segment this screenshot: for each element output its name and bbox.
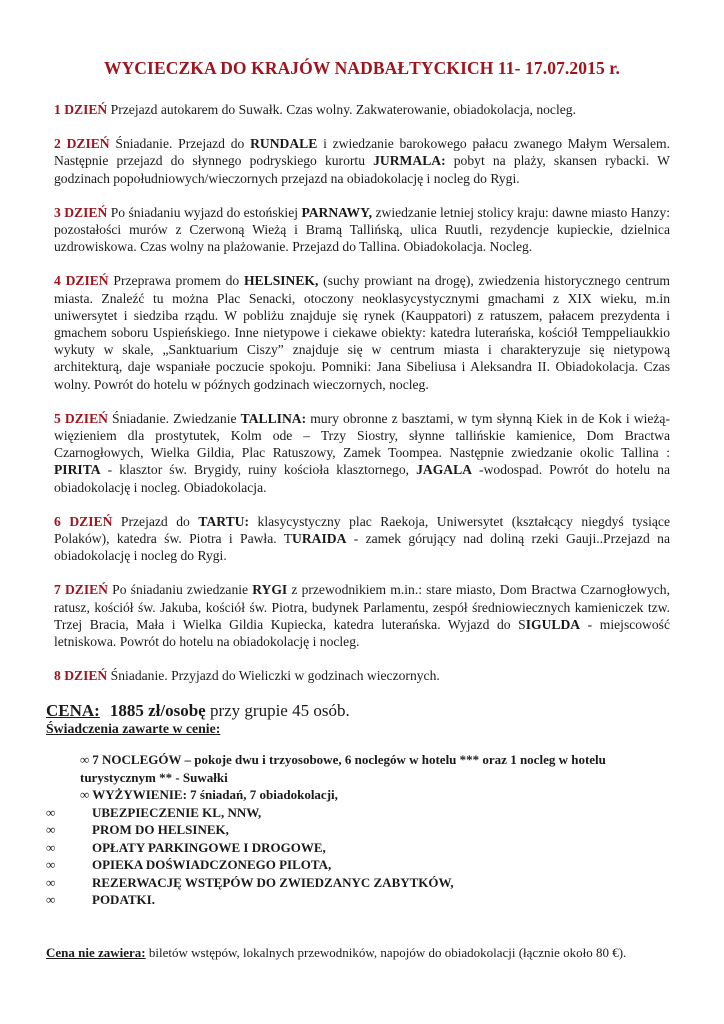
price-value: 1885 zł/osobę bbox=[109, 701, 206, 721]
infinity-bullet-icon: ∞ bbox=[46, 892, 56, 908]
day-paragraph bbox=[54, 667, 670, 684]
day-label: 7 DZIEŃ bbox=[54, 582, 109, 598]
day-text: Śniadanie. Przejazd do bbox=[109, 136, 251, 152]
included-item-text: WYŻYWIENIE: 7 śniadań, 7 obiadokolacji, bbox=[92, 787, 338, 803]
place-name: RUNDALE bbox=[250, 136, 318, 152]
included-item-text: REZERWACJĘ WSTĘPÓW DO ZWIEDZANYC ZABYTKÓW, bbox=[92, 874, 454, 890]
day-text: mury obronne z basztami, w tym słynną Kiek in de Kok i wieżą-więzieniem dla prostytutek, Kolm ode – Trzy Siostry, słynne tallińskie kamienice, Dom Bractwa Czarnogłowych, Wielka Gildia, Plac Ratuszowy, Zamek Toompea. Następnie zwiedzanie okolic Tallina : bbox=[54, 410, 670, 461]
place-name: TALLINA: bbox=[240, 410, 307, 426]
place-name: JAGALA bbox=[416, 462, 472, 478]
day-label: 3 DZIEŃ bbox=[54, 204, 108, 220]
place-name: RYGI bbox=[252, 582, 288, 598]
day-label: 8 DZIEŃ bbox=[54, 668, 108, 684]
infinity-bullet-icon: ∞ bbox=[46, 804, 56, 820]
included-item-text: UBEZPIECZENIE KL, NNW, bbox=[92, 804, 262, 820]
included-item bbox=[46, 856, 670, 874]
day-label: 5 DZIEŃ bbox=[54, 410, 108, 426]
includes-heading: Świadczenia zawarte w cenie: bbox=[46, 721, 221, 737]
day-text: zwiedzanie letniej stolicy kraju: dawne miasto Hanzy: pozostałości murów z Czerwoną Wieżą i Bramą Tallińską, ulica Ruutli, rezydencje kupieckie, dzielnica uzdrowiskowa. Czas wolny na plażowanie. Przejazd do Tallina. Obiadokolacja. Nocleg. bbox=[54, 204, 670, 255]
day-paragraph bbox=[54, 204, 670, 256]
included-item bbox=[46, 751, 670, 786]
itinerary bbox=[54, 101, 670, 684]
document-title: WYCIECZKA DO KRAJÓW NADBAŁTYCKICH 11- 17.07.2015 r. bbox=[103, 58, 621, 78]
included-item bbox=[46, 874, 670, 892]
day-text: Śniadanie. Przyjazd do Wieliczki w godzinach wieczornych. bbox=[107, 668, 440, 684]
included-item-text: OPIEKA DOŚWIADCZONEGO PILOTA, bbox=[92, 857, 332, 873]
day-label: 2 DZIEŃ bbox=[54, 136, 110, 152]
place-name: URAIDA bbox=[292, 531, 347, 547]
day-text: i zwiedzanie barokowego pałacu zwanego Małym Wersalem. Następnie przejazd do słynnego podryskiego kurortu bbox=[54, 136, 670, 169]
day-label: 4 DZIEŃ bbox=[54, 273, 109, 289]
place-name: TARTU: bbox=[198, 513, 250, 529]
day-text: Przejazd do bbox=[112, 513, 199, 529]
day-label: 6 DZIEŃ bbox=[54, 513, 113, 529]
infinity-bullet-icon: ∞ bbox=[80, 752, 90, 768]
place-name: PARNAWY, bbox=[301, 204, 373, 220]
included-item bbox=[46, 839, 670, 857]
included-item-text: OPŁATY PARKINGOWE I DROGOWE, bbox=[92, 839, 326, 855]
day-paragraph bbox=[54, 101, 670, 118]
day-text: z przewodnikiem m.in.: stare miasto, Dom Bractwa Czarnogłowych, ratusz, kościół św. Jakuba, kościół św. Piotra, budynek Parlamentu, zespół średniowiecznych kamieniczek tzw. Trzej Bracia, Mała i Wielka Gildia Kupiecka, katedra luterańska. Wyjazd do S bbox=[54, 582, 670, 632]
day-label: 1 DZIEŃ bbox=[54, 102, 108, 117]
excludes-line bbox=[46, 945, 670, 961]
day-text: (suchy prowiant na drogę), zwiedzenia historycznego centrum miasta. Znaleźć tu można Plac Senacki, otoczony neoklasycystycznymi gmachami z XIX wieku, m.in uniwersytet i siedziba rządu. W pobliżu znajduje się rynek (Kauppatori) z ratuszem, pałacem prezydenta i gmachem soboru Uspieńskiego. Inne nietypowe i ciekawe obiekty: katedra luterańska, kościół Temppeliaukkio wykuty w skale, „Sanktuarium Ciszy” znajduje się w centrum miasta i charakteryzuje się nietypową architekturą, daje wspaniałe poczucie spokoju. Pomniki: Jana Sibeliusa i Aleksandra II. Obiadokolacja. Czas wolny. Powrót do hotelu w późnych godzinach wieczornych, nocleg. bbox=[54, 273, 670, 392]
day-text: Przeprawa promem do bbox=[108, 273, 244, 289]
infinity-bullet-icon: ∞ bbox=[80, 787, 90, 803]
infinity-bullet-icon: ∞ bbox=[46, 822, 56, 838]
day-paragraph bbox=[54, 272, 670, 392]
day-paragraph bbox=[54, 513, 670, 565]
included-item bbox=[46, 786, 670, 804]
day-text: Śniadanie. Zwiedzanie bbox=[107, 410, 241, 426]
included-item bbox=[46, 821, 670, 839]
place-name: HELSINEK, bbox=[243, 273, 319, 289]
day-paragraph bbox=[54, 581, 670, 650]
infinity-bullet-icon: ∞ bbox=[46, 839, 56, 855]
place-name: JURMALA: bbox=[373, 153, 446, 169]
included-item bbox=[46, 891, 670, 909]
infinity-bullet-icon: ∞ bbox=[46, 874, 56, 890]
day-text: -wodospad. Powrót do hotelu na obiadokolację i nocleg. Obiadokolacja. bbox=[54, 462, 670, 495]
infinity-bullet-icon: ∞ bbox=[46, 857, 56, 873]
included-item bbox=[46, 804, 670, 822]
day-text: Po śniadaniu wyjazd do estońskiej bbox=[107, 204, 302, 220]
day-text: Przejazd autokarem do Suwałk. Czas wolny. Zakwaterowanie, obiadokolacja, nocleg. bbox=[107, 102, 576, 117]
day-text: - klasztor św. Brygidy, ruiny kościoła klasztornego, bbox=[100, 462, 417, 478]
price-label: CENA: bbox=[46, 701, 100, 721]
place-name: IGULDA bbox=[525, 616, 581, 632]
day-text: klasycystyczny plac Raekoja, Uniwersytet (kształcący niegdyś tysiące Polaków), katedra św. Piotra i Pawła. T bbox=[54, 513, 670, 547]
day-paragraph bbox=[54, 410, 670, 496]
price-line bbox=[46, 701, 670, 721]
day-text: pobyt na plaży, skansen rybacki. W godzinach popołudniowych/wieczornych przejazd na obiadokolację i nocleg do Rygi. bbox=[54, 153, 670, 186]
included-item-text: PODATKI. bbox=[92, 892, 155, 908]
includes-list bbox=[46, 751, 670, 909]
day-text: Po śniadaniu zwiedzanie bbox=[108, 582, 253, 598]
included-item-text: PROM DO HELSINEK, bbox=[92, 822, 229, 838]
day-text: - miejscowość letniskowa. Powrót do hotelu na obiadokolację i nocleg. bbox=[54, 616, 670, 650]
place-name: PIRITA bbox=[54, 462, 101, 478]
day-text: - zamek górujący nad doliną rzeki Gauji..Przejazd na obiadokolację i nocleg do Rygi. bbox=[54, 531, 670, 564]
price-note: przy grupie 45 osób. bbox=[205, 701, 350, 721]
excludes-label: Cena nie zawiera: bbox=[46, 944, 146, 960]
excludes-text: biletów wstępów, lokalnych przewodników, napojów do obiadokolacji (łącznie około 80 €). bbox=[145, 944, 627, 960]
day-paragraph bbox=[54, 135, 670, 187]
included-item-text: 7 NOCLEGÓW – pokoje dwu i trzyosobowe, 6 noclegów w hotelu *** oraz 1 nocleg w hotelu turystycznym ** - Suwałki bbox=[80, 752, 606, 785]
